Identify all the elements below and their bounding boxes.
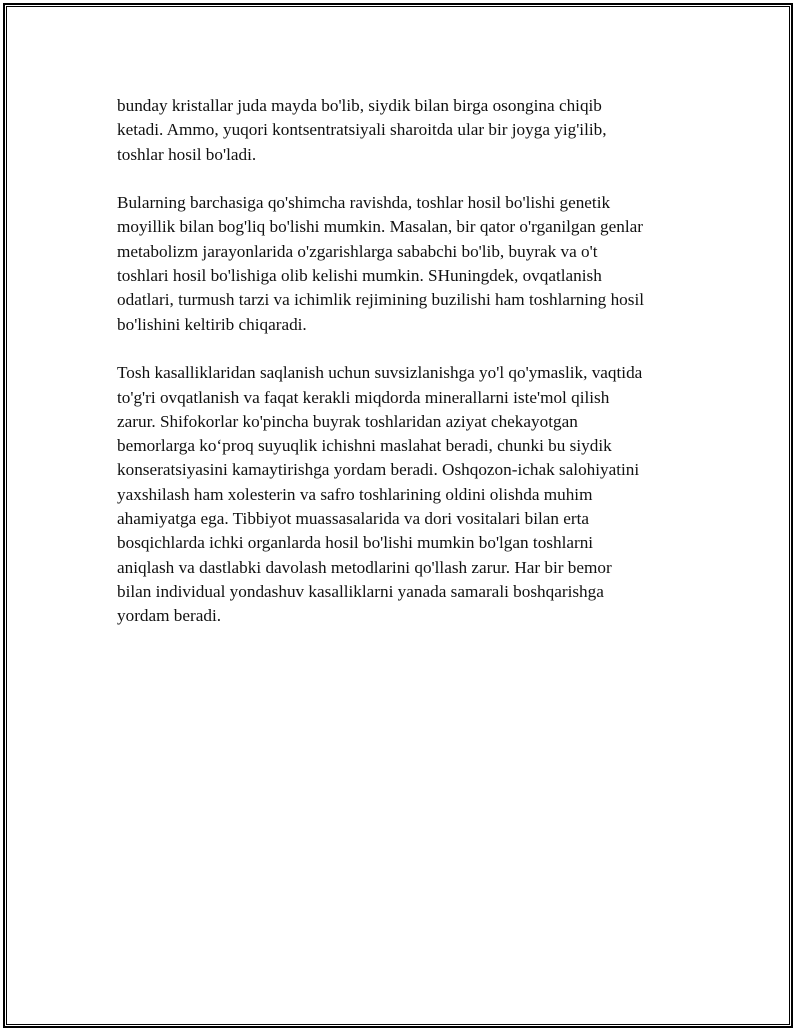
text-line: yordam beradi.: [117, 606, 222, 626]
paragraph-2: [117, 191, 689, 337]
text-line: metabolizm jarayonlarida o'zgarishlarga sababchi bo'lib, buyrak va o't: [117, 241, 598, 261]
text-line: bemorlarga ko‘proq suyuqlik ichishni maslahat beradi, chunki bu siydik: [117, 436, 612, 456]
text-line: toshlari hosil bo'lishiga olib kelishi mumkin. SHuningdek, ovqatlanish: [117, 266, 602, 286]
text-line: yaxshilash ham xolesterin va safro toshlarining oldini olishda muhim: [117, 484, 593, 504]
text-line: ketadi. Ammo, yuqori kontsentratsiyali sharoitda ular bir joyga yig'ilib,: [117, 120, 607, 140]
paragraph-1: [117, 94, 689, 167]
text-line: konseratsiyasini kamaytirishga yordam beradi. Oshqozon-ichak salohiyatini: [117, 460, 640, 480]
text-line: ahamiyatga ega. Tibbiyot muassasalarida va dori vositalari bilan erta: [117, 509, 590, 529]
text-line: toshlar hosil bo'ladi.: [117, 144, 257, 164]
text-line: bosqichlarda ichki organlarda hosil bo'lishi mumkin bo'lgan toshlarni: [117, 533, 594, 553]
text-line: to'g'ri ovqatlanish va faqat kerakli miqdorda minerallarni iste'mol qilish: [117, 387, 610, 407]
document-body: [117, 94, 689, 629]
text-line: aniqlash va dastlabki davolash metodlarini qo'llash zarur. Har bir bemor: [117, 557, 612, 577]
text-line: odatlari, turmush tarzi va ichimlik rejimining buzilishi ham toshlarning hosil: [117, 290, 644, 310]
text-line: Bularning barchasiga qo'shimcha ravishda, toshlar hosil bo'lishi genetik: [117, 193, 611, 213]
text-line: moyillik bilan bog'liq bo'lishi mumkin. Masalan, bir qator o'rganilgan genlar: [117, 217, 643, 237]
text-line: zarur. Shifokorlar ko'pincha buyrak toshlaridan aziyat chekayotgan: [117, 411, 578, 431]
paragraph-3: [117, 361, 689, 628]
text-line: bunday kristallar juda mayda bo'lib, siydik bilan birga osongina chiqib: [117, 96, 602, 115]
text-line: bo'lishini keltirib chiqaradi.: [117, 314, 307, 334]
text-line: Tosh kasalliklaridan saqlanish uchun suvsizlanishga yo'l qo'ymaslik, vaqtida: [117, 363, 643, 383]
text-line: bilan individual yondashuv kasalliklarni yanada samarali boshqarishga: [117, 581, 604, 601]
